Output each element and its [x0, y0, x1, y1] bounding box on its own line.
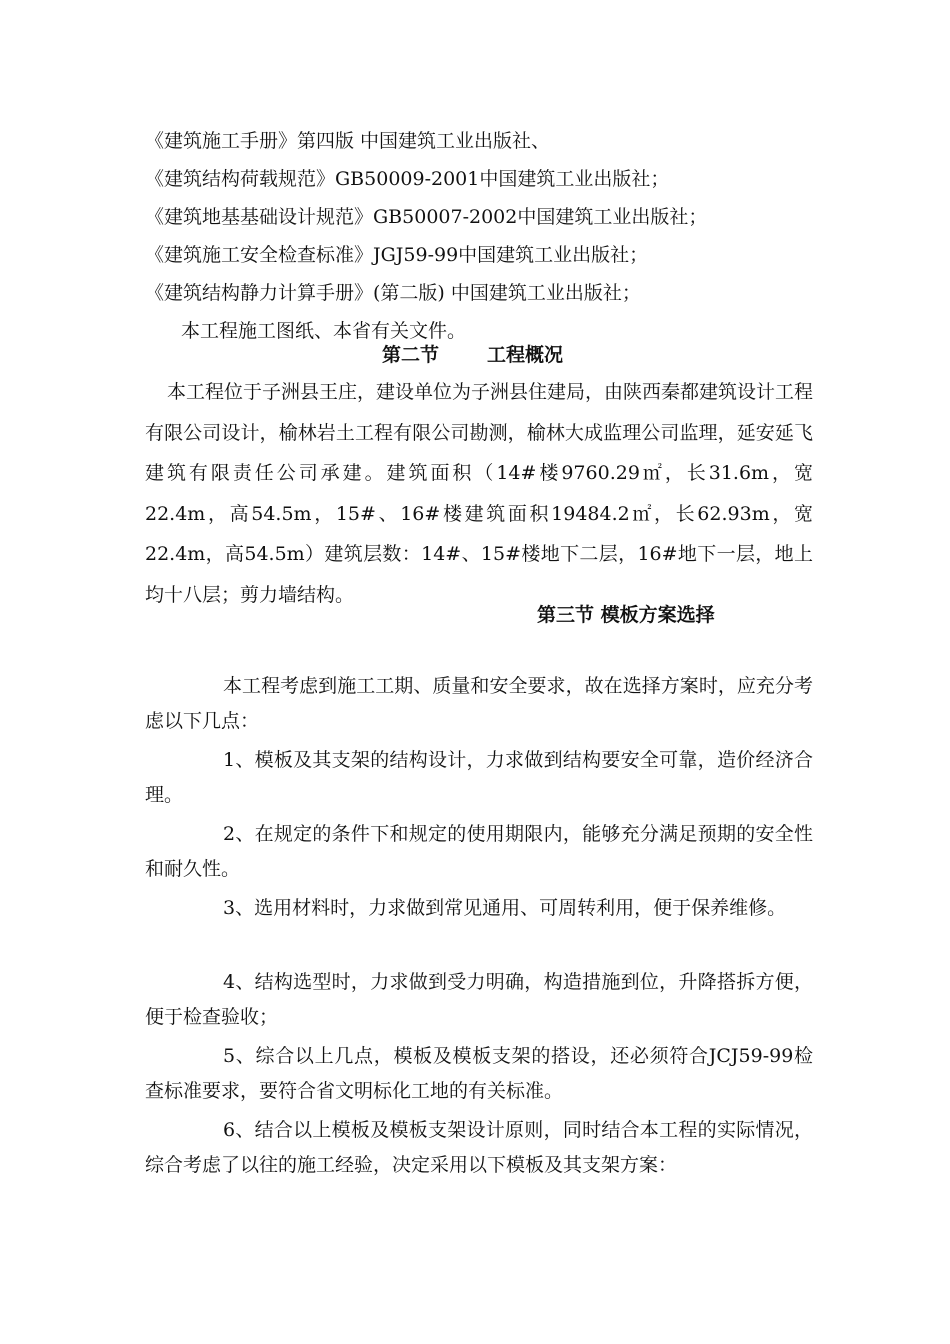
reference-item: 本工程施工图纸、本省有关文件。 [181, 320, 467, 342]
list-item: 5、综合以上几点，模板及模板支架的搭设，还必须符合JCJ59-99检查标准要求，要符合省文明标化工地的有关标准。 [145, 1045, 813, 1102]
body-paragraph: 本工程考虑到施工工期、质量和安全要求，故在选择方案时，应充分考虑以下几点： [145, 675, 813, 732]
section-number: 第二节 [382, 344, 440, 366]
reference-item: 《建筑结构静力计算手册》(第二版) 中国建筑工业出版社； [145, 282, 641, 304]
list-item: 6、结合以上模板及模板支架设计原则，同时结合本工程的实际情况，综合考虑了以往的施工经验，决定采用以下模板及其支架方案： [145, 1119, 813, 1176]
reference-list [145, 122, 825, 350]
reference-item: 《建筑地基基础设计规范》GB50007-2002中国建筑工业出版社； [145, 206, 708, 228]
section-title: 工程概况 [487, 344, 564, 366]
list-item: 3、选用材料时，力求做到常见通用、可周转利用，便于保养维修。 [223, 897, 787, 919]
list-item: 1、模板及其支架的结构设计，力求做到结构要安全可靠，造价经济合理。 [145, 749, 813, 806]
section-heading-overview [382, 340, 563, 370]
section-heading-formwork-plan: 第三节 模板方案选择 [537, 604, 715, 626]
reference-item: 《建筑施工手册》第四版 中国建筑工业出版社、 [145, 130, 551, 152]
list-item: 4、结构选型时，力求做到受力明确，构造措施到位，升降搭拆方便，便于检查验收； [145, 971, 813, 1028]
reference-item: 《建筑施工安全检查标准》JGJ59-99中国建筑工业出版社； [145, 244, 649, 266]
list-item: 2、在规定的条件下和规定的使用期限内，能够充分满足预期的安全性和耐久性。 [145, 823, 813, 880]
project-overview-paragraph: 本工程位于子洲县王庄，建设单位为子洲县住建局，由陕西秦都建筑设计工程有限公司设计，榆林岩土工程有限公司勘测，榆林大成监理公司监理，延安延飞建筑有限责任公司承建。建筑面积（14#楼9760.29㎡，长31.6m，宽22.4m，高54.5m，15#、16#楼建筑面积19484.2㎡，长62.93m，宽22.4m，高54.5m）建筑层数：14#、15#楼地下二层，16#地下一层，地上均十八层；剪力墙结构。 [145, 381, 814, 606]
reference-item: 《建筑结构荷载规范》GB50009-2001中国建筑工业出版社； [145, 168, 670, 190]
